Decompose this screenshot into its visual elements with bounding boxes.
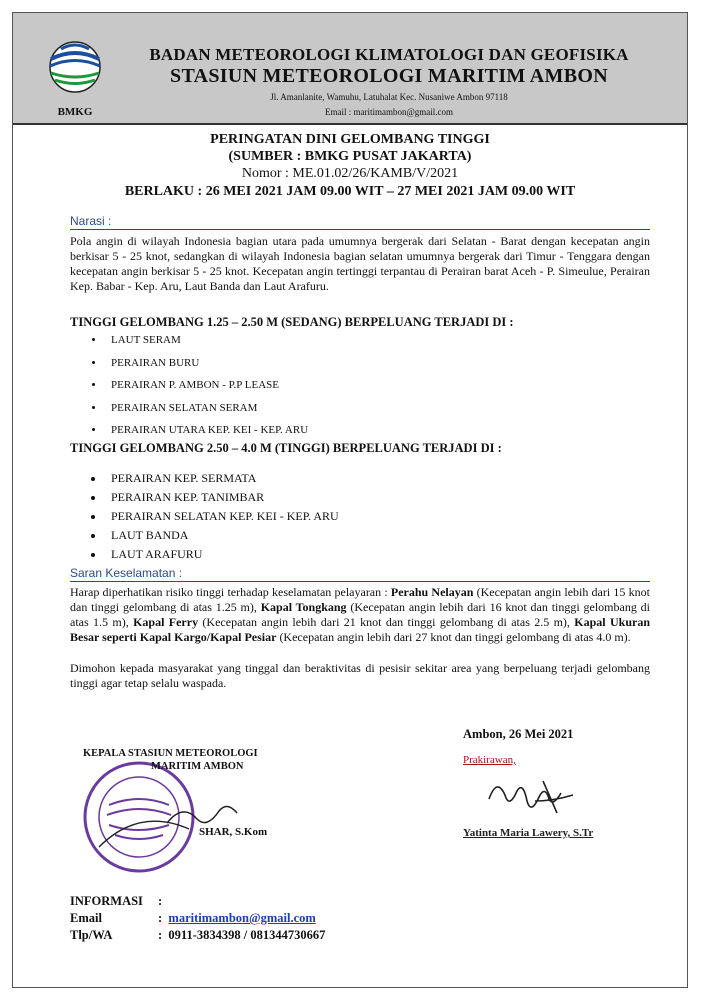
agency-name: BADAN METEOROLOGI KLIMATOLOGI DAN GEOFISIKA: [149, 45, 629, 64]
info-email-row: [70, 910, 325, 927]
list-item: • LAUT BANDA: [105, 527, 339, 546]
list-item: • PERAIRAN SELATAN SERAM: [105, 399, 308, 422]
vessel-barge-desc: (Kecepatan angin lebih dari 16 knot dan tinggi gelombang di atas 1.5 m),: [70, 600, 650, 629]
station-email: Email : maritimambon@gmail.com: [324, 107, 453, 117]
list-item: • PERAIRAN SELATAN KEP. KEI - KEP. ARU: [105, 508, 339, 527]
logo-text: BMKG: [57, 106, 93, 118]
vessel-barge: Kapal Tongkang: [260, 600, 347, 614]
place-date: Ambon, 26 Mei 2021: [463, 727, 574, 741]
list-item: • LAUT SERAM: [105, 331, 308, 354]
vessel-fishing-boat-desc: (Kecepatan angin lebih dari 15 knot dan tinggi gelombang di atas 1.25 m),: [70, 585, 650, 614]
list-item: • PERAIRAN KEP. TANIMBAR: [105, 489, 339, 508]
station-address: Jl. Amanlanite, Wamuhu, Latuhalat Kec. Nusaniwe Ambon 97118: [270, 92, 508, 102]
station-head-title-line1: KEPALA STASIUN METEOROLOGI: [83, 748, 258, 759]
safety-label: Saran Keselamatan :: [70, 566, 650, 582]
warning-source: (SUMBER : BMKG PUSAT JAKARTA): [228, 149, 472, 164]
forecaster-signature-block: [463, 727, 663, 766]
vessel-fishing-boat: Perahu Nelayan: [390, 585, 474, 599]
safety-intro: Harap diperhatikan risiko tinggi terhadap keselamatan pelayaran :: [70, 585, 391, 599]
list-item: • PERAIRAN UTARA KEP. KEI - KEP. ARU: [105, 421, 308, 444]
email-label: Email: [70, 911, 102, 925]
info-sep: :: [158, 911, 163, 925]
list-item: • PERAIRAN BURU: [105, 354, 308, 377]
info-sep: :: [158, 928, 163, 942]
safety-appeal: Dimohon kepada masyarakat yang tinggal dan beraktivitas di pesisir sekitar area yang berpeluang terjadi gelombang tinggi agar tetap selalu waspada.: [70, 661, 650, 690]
high-wave-heading: TINGGI GELOMBANG 2.50 – 4.0 M (TINGGI) BERPELUANG TERJADI DI :: [70, 441, 502, 455]
safety-text: [70, 585, 650, 645]
letterhead-text: [109, 45, 669, 118]
warning-title: PERINGATAN DINI GELOMBANG TINGGI: [210, 132, 490, 147]
moderate-wave-area-list: [85, 331, 308, 444]
validity-period: BERLAKU : 26 MEI 2021 JAM 09.00 WIT – 27 MEI 2021 JAM 09.00 WIT: [124, 184, 576, 199]
narasi-label: Narasi :: [70, 214, 650, 230]
info-title: INFORMASI: [70, 894, 143, 908]
info-title-row: [70, 893, 325, 910]
vessel-ferry: Kapal Ferry: [133, 615, 199, 629]
station-name: STASIUN METEOROLOGI MARITIM AMBON: [170, 65, 608, 87]
vessel-ferry-desc: (Kecepatan angin lebih dari 21 knot dan tinggi gelombang di atas 2.5 m),: [198, 615, 575, 629]
narasi-text: Pola angin di wilayah Indonesia bagian utara pada umumnya bergerak dari Selatan - Barat dengan kecepatan angin berkisar 5 - 25 knot, sedangkan di wilayah Indonesia bagian selatan umumnya bergerak dari Timur - Tenggara dengan kecepatan angin berkisar 5 - 25 knot. Kecepatan angin tertinggi terpantau di Perairan barat Aceh - P. Simeulue, Perairan Kep. Babar - Kep. Aru, Laut Banda dan Laut Arafuru.: [70, 234, 650, 293]
high-wave-area-list: [85, 470, 339, 565]
email-link[interactable]: maritimambon@gmail.com: [168, 911, 316, 925]
moderate-wave-heading: TINGGI GELOMBANG 1.25 – 2.50 M (SEDANG) BERPELUANG TERJADI DI :: [70, 315, 514, 329]
letterhead: [13, 13, 687, 125]
list-item: • LAUT ARAFURU: [105, 546, 339, 565]
info-phone-row: [70, 927, 325, 944]
phone-label: Tlp/WA: [70, 928, 113, 942]
forecaster-role: Prakirawan,: [463, 754, 516, 766]
station-head-title-line2: MARITIM AMBON: [151, 761, 244, 772]
vessel-large-ship: Kapal Ukuran Besar seperti Kapal Kargo/Kapal Pesiar: [70, 615, 650, 644]
contact-info: [70, 893, 325, 944]
document-page: [12, 12, 688, 988]
document-number: Nomor : ME.01.02/26/KAMB/V/2021: [241, 166, 459, 181]
list-item: • PERAIRAN P. AMBON - P.P LEASE: [105, 376, 308, 399]
phone-value: 0911-3834398 / 081344730667: [168, 928, 326, 942]
list-item: • PERAIRAN KEP. SERMATA: [105, 470, 339, 489]
station-head-title: [83, 747, 258, 773]
info-sep: :: [158, 894, 163, 908]
forecaster-name: Yatinta Maria Lawery, S.Tr: [463, 827, 594, 839]
vessel-large-ship-desc: (Kecepatan angin lebih dari 27 knot dan tinggi gelombang di atas 4.0 m).: [276, 630, 631, 644]
station-head-name: SHAR, S.Kom: [199, 826, 268, 838]
bmkg-logo-icon: [47, 41, 103, 121]
document-titles: [13, 131, 687, 201]
forecaster-signature-icon: [483, 771, 583, 821]
